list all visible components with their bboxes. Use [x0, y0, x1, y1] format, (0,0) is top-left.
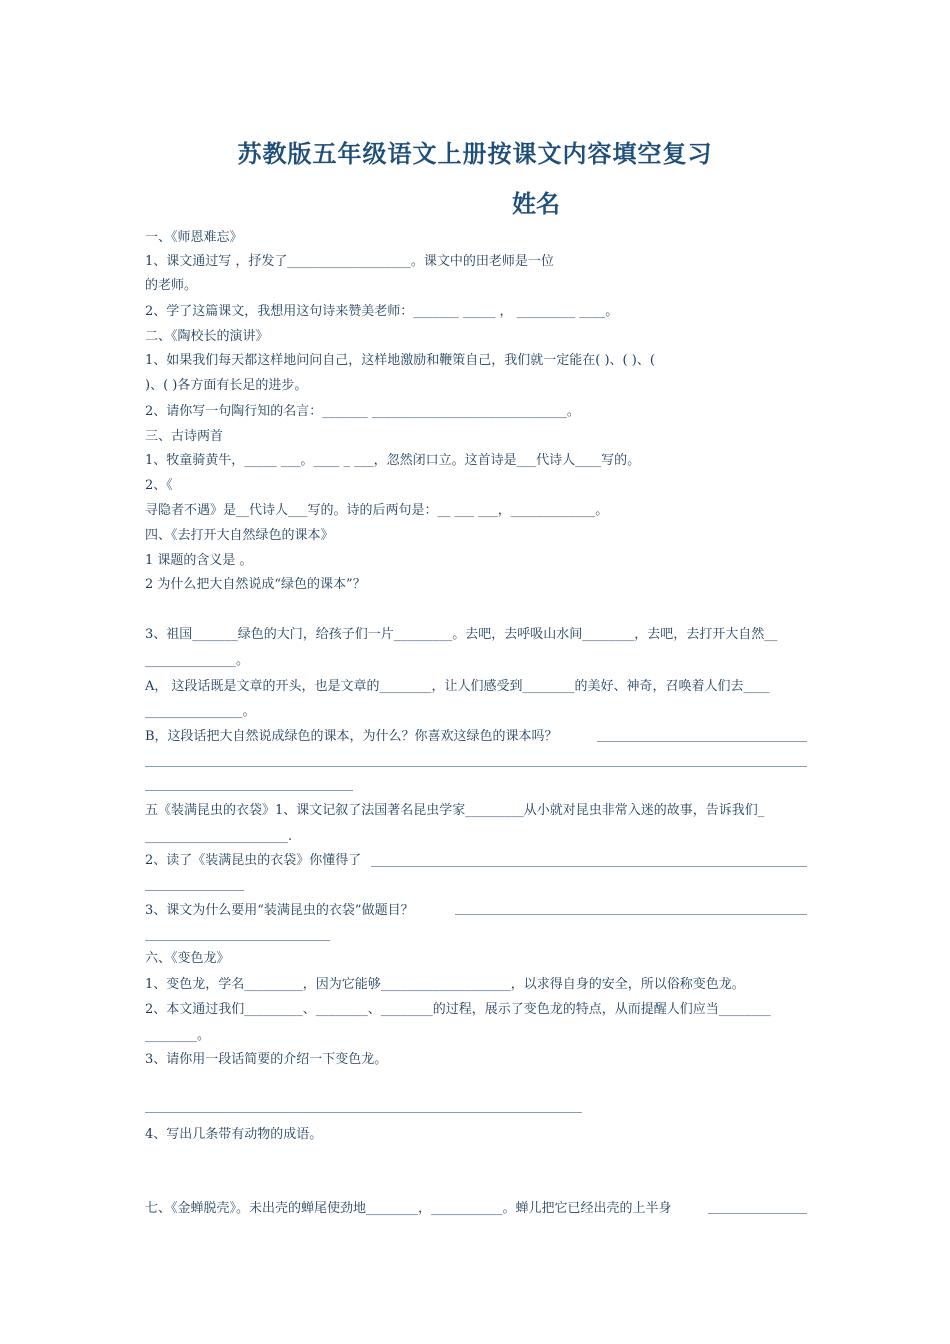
answer-line	[371, 866, 807, 867]
answer-line	[145, 890, 244, 891]
question-line: 2、本文通过我们_________、________、________的过程，展示了变色龙的特点，从而提醒人们应当________	[145, 1002, 771, 1017]
question-line: 1 课题的含义是 。	[145, 553, 253, 568]
page-title: 苏教版五年级语文上册按课文内容填空复习	[237, 139, 713, 168]
answer-line	[145, 790, 353, 791]
question-line: 1、变色龙，学名_________，因为它能够____________________，以求得自身的安全，所以俗称变色龙。	[145, 977, 745, 992]
answer-line	[597, 741, 807, 742]
question-line: 2、请你写一句陶行知的名言：_______ ______________________________。	[145, 404, 580, 419]
question-line: 1、牧童骑黄牛，_____ ___。____ _ ___，忽然闭口立。这首诗是___代诗人____写的。	[145, 453, 641, 468]
question-line: 2、学了这篇课文，我想用这句诗来赞美老师：_______ _____ ， _________ ____。	[145, 304, 619, 319]
answer-line	[708, 1213, 807, 1214]
section-5-heading: 五《装满昆虫的衣袋》1、课文记叙了法国著名昆虫学家_________从小就对昆虫非常入迷的故事，告诉我们_	[145, 803, 765, 818]
question-line: 寻隐者不遇》是__代诗人___写的。诗的后两句是：__ ___ ___，_____________。	[145, 503, 609, 518]
section-3-heading: 三、古诗两首	[145, 429, 224, 444]
question-line: A， 这段话既是文章的开头，也是文章的________，让人们感受到________的美好、神奇，召唤着人们去____	[145, 679, 770, 694]
section-7-heading: 七、《金蝉脱壳》。未出壳的蝉尾使劲地________，___________。蝉儿把它已经出壳的上半身	[145, 1201, 672, 1216]
question-line: 3、祖国_______绿色的大门，给孩子们一片_________。去吧，去呼吸山水间________，去吧，去打开大自然__	[145, 627, 778, 642]
question-line: ________。	[145, 1028, 211, 1043]
section-1-heading: 一、《师恩难忘》	[145, 230, 243, 245]
question-line: ______________。	[145, 653, 250, 668]
question-line: ______________________.	[145, 829, 293, 844]
name-label: 姓名	[512, 189, 560, 218]
answer-line	[145, 940, 330, 941]
answer-line	[145, 766, 807, 767]
question-line: 3、请你用一段话简要的介绍一下变色龙。	[145, 1052, 388, 1067]
question-line: 的老师。	[145, 278, 198, 293]
question-line: _______________。	[145, 704, 256, 719]
section-2-heading: 二、《陶校长的演讲》	[145, 329, 269, 344]
question-line: B，这段话把大自然说成绿色的课本，为什么？你喜欢这绿色的课本吗？	[145, 729, 558, 744]
question-line: 4、写出几条带有动物的成语。	[145, 1127, 323, 1142]
answer-line	[145, 1112, 582, 1113]
question-line: 2、读了《装满昆虫的衣袋》你懂得了	[145, 853, 362, 868]
question-line: 2、《	[145, 478, 173, 493]
question-line: 2 为什么把大自然说成“绿色的课本”？	[145, 577, 366, 592]
question-line: )、( )各方面有长足的进步。	[145, 378, 308, 393]
question-line: 3、课文为什么要用“装满昆虫的衣袋”做题目？	[145, 903, 414, 918]
question-line: 1、如果我们每天都这样地问问自己，这样地激励和鞭策自己，我们就一定能在( )、( )、(	[145, 353, 655, 368]
section-6-heading: 六、《变色龙》	[145, 951, 230, 966]
section-4-heading: 四、《去打开大自然绿色的课本》	[145, 528, 334, 543]
question-line: 1、课文通过写 ，抒发了___________________。课文中的田老师是一位	[145, 254, 554, 269]
answer-line	[455, 914, 807, 915]
